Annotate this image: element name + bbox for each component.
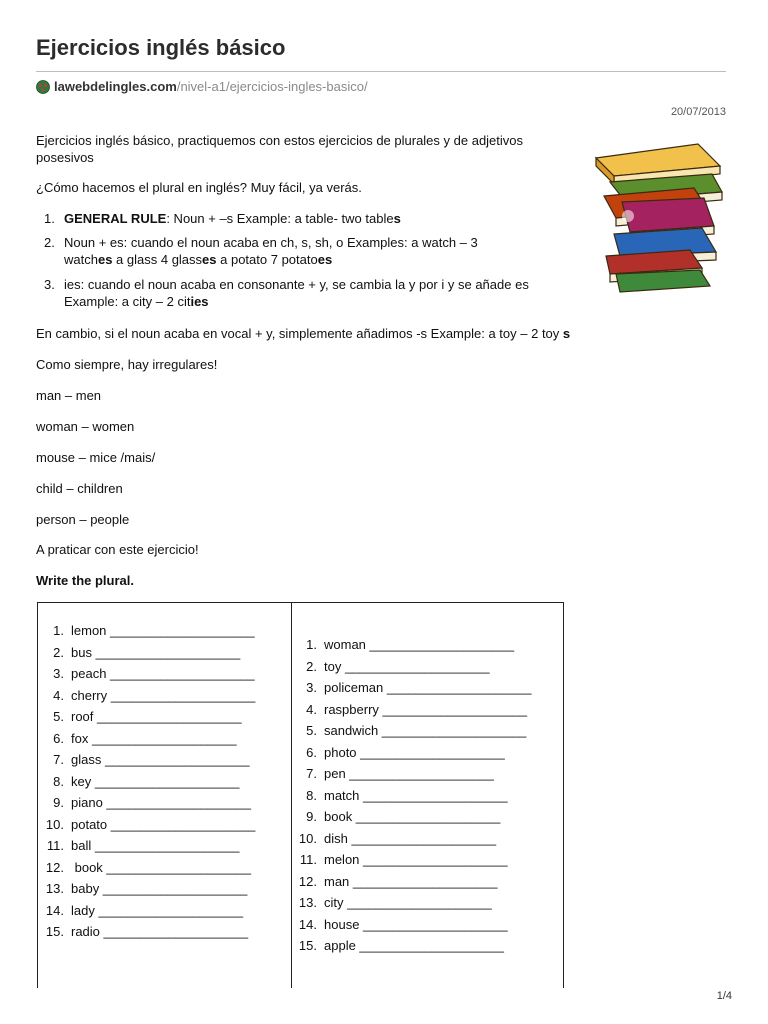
exercise-table [37,602,564,988]
exercise-item-number: 12. [298,873,317,889]
exercise-item-word: radio ____________________ [71,924,249,939]
exercise-item-right [291,852,508,868]
exercise-item-number: 14. [298,916,317,932]
rule-2-example-b: a glass 4 glass [112,252,203,267]
exercise-item-word: lemon ____________________ [71,623,255,638]
exercise-item-word: photo ____________________ [324,744,505,760]
exercise-item-word: city ____________________ [324,895,492,910]
globe-icon [36,80,50,94]
exercise-item-word: policeman ____________________ [324,680,532,695]
exercise-item-number: 2. [306,658,317,674]
rule-3-example [64,293,209,310]
irregular-item: woman – women [36,419,135,434]
irregular-item: mouse – mice /mais/ [36,450,156,465]
exercise-item-word: potato ____________________ [71,816,256,832]
exercise-item-word: fox ____________________ [71,730,237,746]
exercise-item-right [291,809,500,825]
rule-2-number: 2. [44,235,55,250]
rule-1-suffix: s [393,211,401,226]
exercise-item-right [291,637,514,653]
exercise-item-number: 7. [53,752,64,767]
exercise-item-number: 9. [53,795,64,810]
rule-2-examples [64,251,332,268]
exercise-item-left [38,623,255,639]
exercise-item-word: book ____________________ [71,859,252,875]
exercise-item-number: 8. [53,773,64,789]
exercise-item-left [38,838,239,854]
rule-3 [44,276,529,293]
exercise-item-right [291,745,505,761]
exercise-item-word: raspberry ____________________ [324,701,528,717]
publish-date: 20/07/2013 [670,106,726,118]
stack-of-books-icon [590,136,730,296]
exercise-item-left [38,774,239,790]
exercise-item-left [38,666,255,682]
irregular-item: man – men [36,388,102,403]
exercise-item-word: piano ____________________ [71,795,252,810]
exercise-item-word: house ____________________ [324,916,508,932]
exercise-item-word: man ____________________ [324,873,498,889]
page-title: Ejercicios inglés básico [36,35,286,60]
exercise-item-number: 6. [53,730,64,746]
exercise-item-number: 1. [306,637,317,652]
page-number: 1/4 [716,990,732,1002]
exercise-item-number: 5. [53,709,64,724]
exercise-item-word: book ____________________ [324,809,501,824]
exercise-item-left [38,903,243,919]
exercise-item-number: 13. [45,881,64,896]
exercise-item-word: ball ____________________ [71,838,240,853]
exercise-item-number: 6. [306,744,317,760]
rule-2 [44,234,478,251]
exercise-item-right [291,938,504,954]
exercise-item-word: apple ____________________ [324,938,505,953]
irregular-item: child – children [36,481,123,496]
exercise-item-word: key ____________________ [71,773,240,789]
exercise-item-number: 12. [45,859,64,875]
rule-2-suffix-3: es [317,252,333,267]
rule-2-example-c: a potato 7 potato [216,252,318,267]
exercise-item-right [291,680,531,696]
irregular-intro: Como siempre, hay irregulares! [36,357,218,372]
vowel-rule-suffix: s [562,326,571,341]
exercise-item-number: 1. [53,623,64,638]
source-link[interactable] [36,79,368,94]
exercise-item-number: 15. [45,924,64,939]
exercise-item-number: 3. [53,666,64,681]
exercise-item-right [291,874,498,890]
intro-line-2: posesivos [36,150,94,165]
practice-intro: A praticar con este ejercicio! [36,542,199,557]
exercise-instruction: Write the plural. [36,573,134,588]
exercise-item-word: dish ____________________ [324,830,497,846]
exercise-item-number: 11. [46,838,64,853]
exercise-item-word: peach ____________________ [71,666,255,681]
exercise-item-left [38,688,255,704]
exercise-item-word: pen ____________________ [324,766,494,781]
exercise-item-word: match ____________________ [324,787,508,803]
exercise-item-left [38,817,255,833]
intro-question: ¿Cómo hacemos el plural en inglés? Muy fácil, ya verás. [36,180,362,195]
exercise-item-right [291,831,496,847]
exercise-item-number: 10. [298,830,317,846]
intro-line-1: Ejercicios inglés básico, practiquemos con estos ejercicios de plurales y de adjetivos [36,133,524,148]
exercise-item-word: cherry ____________________ [71,687,256,703]
exercise-item-word: bus ____________________ [71,644,241,660]
exercise-item-right [291,917,508,933]
exercise-item-right [291,895,492,911]
site-domain: lawebdelingles.com [54,79,177,94]
exercise-item-number: 3. [306,680,317,695]
exercise-item-left [38,860,251,876]
exercise-item-left [38,795,251,811]
irregular-item: person – people [36,512,130,527]
site-path: /nivel-a1/ejercicios-ingles-basico/ [176,79,368,94]
rule-1-text: : Noun + –s Example: a table- two table [166,211,394,226]
exercise-item-right [291,659,490,675]
exercise-item-word: sandwich ____________________ [324,723,527,738]
rule-3-number: 3. [44,277,55,292]
exercise-item-word: melon ____________________ [324,852,508,867]
rule-1-number: 1. [44,211,55,226]
exercise-item-number: 4. [306,701,317,717]
exercise-item-number: 11. [299,852,317,867]
exercise-item-number: 7. [306,766,317,781]
exercise-item-word: lady ____________________ [71,902,244,918]
exercise-item-right [291,702,527,718]
exercise-item-left [38,731,237,747]
exercise-item-left [38,752,250,768]
exercise-item-left [38,709,242,725]
rule-2-suffix-1: es [97,252,113,267]
exercise-item-left [38,645,240,661]
exercise-item-number: 9. [306,809,317,824]
exercise-item-number: 4. [53,687,64,703]
exercise-item-right [291,788,508,804]
exercise-item-word: woman ____________________ [324,637,515,652]
exercise-item-right [291,723,526,739]
exercise-item-word: baby ____________________ [71,881,248,896]
exercise-item-number: 13. [298,895,317,910]
rule-2-suffix-2: es [202,252,217,267]
exercise-item-word: roof ____________________ [71,709,242,724]
rule-3-example-text: Example: a city – 2 cit [64,294,191,309]
exercise-item-word: glass ____________________ [71,752,250,767]
rule-3-line1: ies: cuando el noun acaba en consonante + y, se cambia la y por i y se añade es [64,277,529,292]
rule-2-example-a: watch [64,252,98,267]
exercise-item-number: 15. [298,938,317,953]
exercise-item-number: 14. [45,902,64,918]
rule-1-title: GENERAL RULE [64,211,167,226]
exercise-item-number: 10. [45,816,64,832]
rule-2-line1: Noun + es: cuando el noun acaba en ch, s, sh, o Examples: a watch – 3 [64,235,478,250]
vowel-rule-text: En cambio, si el noun acaba en vocal + y, simplemente añadimos -s Example: a toy – 2 toy [36,326,563,341]
exercise-item-number: 8. [306,787,317,803]
title-divider [36,71,726,72]
rule-1 [44,210,401,227]
exercise-item-word: toy ____________________ [324,658,490,674]
exercise-item-right [291,766,494,782]
exercise-item-number: 2. [53,644,64,660]
vowel-rule [36,325,570,342]
exercise-item-number: 5. [306,723,317,738]
exercise-item-left [38,924,248,940]
exercise-item-left [38,881,247,897]
rule-3-suffix: ies [190,294,209,309]
